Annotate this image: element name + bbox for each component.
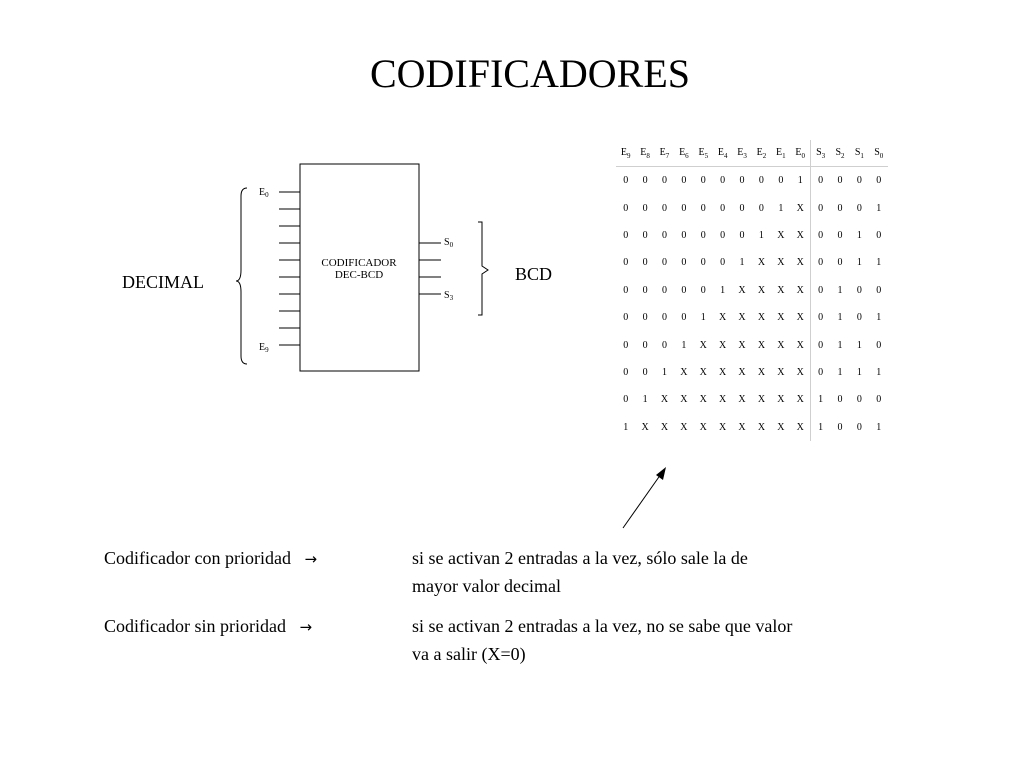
pointer-arrow-line xyxy=(623,474,661,528)
table-cell: 1 xyxy=(700,312,706,324)
table-cell: X xyxy=(738,284,746,296)
table-cell: 0 xyxy=(661,257,667,269)
table-cell: X xyxy=(796,394,804,406)
note-description-line: si se activan 2 entradas a la vez, no se sabe que valor xyxy=(412,616,793,636)
table-cell: 1 xyxy=(739,257,745,269)
table-cell: X xyxy=(796,339,804,351)
table-cell: 0 xyxy=(700,257,706,269)
table-cell: X xyxy=(777,421,785,433)
table-cell: 0 xyxy=(837,202,843,214)
header-e9: $E_9$ xyxy=(616,140,635,167)
table-row xyxy=(616,386,888,413)
table-cell: 0 xyxy=(623,202,629,214)
table-cell: 0 xyxy=(856,175,862,187)
table-cell: 1 xyxy=(758,229,764,241)
header-e1: $E_1$ xyxy=(771,140,790,167)
table-cell: X xyxy=(719,394,727,406)
table-cell: X xyxy=(796,229,804,241)
table-cell: 1 xyxy=(876,202,882,214)
pin-label-s0: $S_0$ xyxy=(444,237,454,249)
table-cell: 0 xyxy=(856,284,862,296)
table-cell: 0 xyxy=(856,312,862,324)
table-cell: 0 xyxy=(681,257,687,269)
table-cell: 0 xyxy=(642,366,648,378)
table-row xyxy=(616,167,888,195)
table-cell: 0 xyxy=(681,202,687,214)
table-cell: 0 xyxy=(856,421,862,433)
table-cell: 0 xyxy=(700,284,706,296)
table-cell: 1 xyxy=(837,339,843,351)
table-cell: 0 xyxy=(623,394,629,406)
bcd-label: BCD xyxy=(515,264,553,284)
table-cell: 1 xyxy=(642,394,648,406)
table-cell: 0 xyxy=(623,229,629,241)
table-cell: 0 xyxy=(810,277,830,304)
decimal-brace xyxy=(236,188,247,364)
truth-table-header-row xyxy=(616,140,888,167)
table-cell: X xyxy=(680,421,688,433)
table-cell: X xyxy=(757,421,766,433)
table-cell: X xyxy=(719,312,727,324)
table-cell: 0 xyxy=(642,229,648,241)
table-cell: 0 xyxy=(623,312,629,324)
table-cell: X xyxy=(699,339,707,351)
table-cell: 0 xyxy=(837,421,843,433)
table-cell: 1 xyxy=(810,386,830,413)
table-cell: X xyxy=(699,366,707,378)
table-row xyxy=(616,304,888,331)
table-cell: 0 xyxy=(810,331,830,358)
header-s2: $S_2$ xyxy=(830,140,849,167)
table-row xyxy=(616,249,888,276)
table-cell: X xyxy=(796,284,804,296)
header-s0: $S_0$ xyxy=(869,140,888,167)
table-cell: 1 xyxy=(856,366,862,378)
table-cell: 0 xyxy=(700,229,706,241)
decimal-label: DECIMAL xyxy=(122,272,204,292)
block-label-line2: DEC-BCD xyxy=(334,269,384,281)
table-cell: X xyxy=(777,229,785,241)
header-e5: $E_5$ xyxy=(694,140,713,167)
table-cell: X xyxy=(738,421,746,433)
table-row xyxy=(616,359,888,386)
table-cell: X xyxy=(777,394,785,406)
table-cell: X xyxy=(660,394,669,406)
table-cell: X xyxy=(796,421,804,433)
note-description-line: si se activan 2 entradas a la vez, sólo sale la de xyxy=(412,548,748,568)
table-cell: 1 xyxy=(720,284,726,296)
table-cell: 0 xyxy=(661,284,667,296)
table-cell: 0 xyxy=(810,249,830,276)
table-row xyxy=(616,331,888,358)
table-cell: 0 xyxy=(720,229,726,241)
table-cell: 0 xyxy=(623,366,629,378)
table-cell: 1 xyxy=(856,229,862,241)
table-cell: X xyxy=(719,421,727,433)
table-cell: 1 xyxy=(837,312,843,324)
table-cell: X xyxy=(777,257,785,269)
header-e3: $E_3$ xyxy=(732,140,751,167)
table-cell: X xyxy=(757,394,766,406)
table-row xyxy=(616,222,888,249)
table-cell: 0 xyxy=(661,175,667,187)
table-cell: X xyxy=(777,312,785,324)
table-cell: 1 xyxy=(876,366,882,378)
header-e2: $E_2$ xyxy=(752,140,771,167)
note-without-priority-label xyxy=(104,612,312,641)
table-cell: 0 xyxy=(700,202,706,214)
table-cell: 0 xyxy=(837,394,843,406)
note-without-priority-description xyxy=(412,612,912,668)
table-cell: 0 xyxy=(778,175,784,187)
pin-label-e9: $E_9$ xyxy=(259,342,269,354)
table-cell: X xyxy=(738,339,746,351)
table-cell: 1 xyxy=(837,284,843,296)
header-e8: $E_8$ xyxy=(635,140,654,167)
note-description-line: va a salir (X=0) xyxy=(412,644,526,664)
table-cell: 0 xyxy=(642,202,648,214)
table-cell: 0 xyxy=(720,257,726,269)
block-label-line1: CODIFICADOR xyxy=(321,257,397,269)
table-cell: X xyxy=(757,284,766,296)
table-cell: X xyxy=(777,366,785,378)
pin-label-s3: $S_3$ xyxy=(444,290,454,302)
table-cell: X xyxy=(777,284,785,296)
table-cell: 0 xyxy=(681,312,687,324)
table-cell: 1 xyxy=(856,339,862,351)
table-cell: X xyxy=(738,312,746,324)
table-cell: X xyxy=(757,366,766,378)
bcd-bracket xyxy=(478,222,488,315)
table-cell: 0 xyxy=(876,339,882,351)
table-cell: X xyxy=(699,421,707,433)
pointer-arrow-head xyxy=(656,467,666,480)
table-cell: 1 xyxy=(876,312,882,324)
table-cell: 0 xyxy=(720,202,726,214)
table-cell: 1 xyxy=(623,421,629,433)
page-title: CODIFICADORES xyxy=(369,51,691,96)
table-cell: 0 xyxy=(876,175,882,187)
table-cell: 0 xyxy=(856,394,862,406)
header-e6: $E_6$ xyxy=(674,140,693,167)
table-cell: 0 xyxy=(661,229,667,241)
table-cell: 0 xyxy=(720,175,726,187)
table-cell: 0 xyxy=(681,229,687,241)
table-cell: 0 xyxy=(837,175,843,187)
table-cell: X xyxy=(796,312,804,324)
table-cell: 0 xyxy=(837,257,843,269)
table-cell: 0 xyxy=(876,394,882,406)
note-with-priority-label xyxy=(104,544,317,573)
table-cell: 0 xyxy=(661,339,667,351)
table-cell: X xyxy=(777,339,785,351)
table-cell: 1 xyxy=(661,366,667,378)
table-cell: 0 xyxy=(642,339,648,351)
table-cell: 1 xyxy=(797,175,803,187)
table-cell: 1 xyxy=(778,202,784,214)
table-cell: 0 xyxy=(810,194,830,221)
table-cell: 0 xyxy=(700,175,706,187)
table-cell: 0 xyxy=(837,229,843,241)
table-cell: X xyxy=(699,394,707,406)
table-cell: X xyxy=(719,339,727,351)
table-cell: X xyxy=(738,366,746,378)
truth-table-body xyxy=(616,167,888,441)
table-cell: 0 xyxy=(661,312,667,324)
table-cell: 0 xyxy=(642,257,648,269)
table-cell: 0 xyxy=(739,229,745,241)
header-e0: $E_0$ xyxy=(791,140,811,167)
table-cell: X xyxy=(796,257,804,269)
table-cell: 0 xyxy=(739,202,745,214)
table-cell: X xyxy=(680,366,688,378)
table-cell: 1 xyxy=(810,414,830,441)
table-cell: X xyxy=(796,202,804,214)
table-cell: X xyxy=(757,312,766,324)
table-cell: 0 xyxy=(810,304,830,331)
truth-table xyxy=(616,140,888,441)
table-cell: 1 xyxy=(837,366,843,378)
header-e7: $E_7$ xyxy=(655,140,674,167)
table-row xyxy=(616,194,888,221)
table-cell: 0 xyxy=(623,339,629,351)
table-cell: 0 xyxy=(876,284,882,296)
table-cell: 1 xyxy=(876,421,882,433)
table-cell: 1 xyxy=(876,257,882,269)
table-cell: 0 xyxy=(876,229,882,241)
note-label-text: Codificador sin prioridad xyxy=(104,616,286,636)
table-cell: 0 xyxy=(623,284,629,296)
header-s1: $S_1$ xyxy=(850,140,869,167)
table-cell: 0 xyxy=(661,202,667,214)
table-cell: 0 xyxy=(810,222,830,249)
table-cell: X xyxy=(660,421,669,433)
table-cell: 1 xyxy=(681,339,687,351)
table-cell: 0 xyxy=(681,284,687,296)
table-cell: 0 xyxy=(810,167,830,195)
table-cell: X xyxy=(757,339,766,351)
table-cell: X xyxy=(757,257,766,269)
header-s3: $S_3$ xyxy=(810,140,830,167)
right-arrow-icon: → xyxy=(304,550,318,568)
table-cell: 0 xyxy=(642,312,648,324)
table-cell: 0 xyxy=(739,175,745,187)
note-label-text: Codificador con prioridad xyxy=(104,548,291,568)
table-cell: 0 xyxy=(642,175,648,187)
table-cell: 0 xyxy=(758,202,764,214)
table-cell: 0 xyxy=(810,359,830,386)
table-cell: X xyxy=(680,394,688,406)
right-arrow-icon: → xyxy=(299,618,313,636)
table-cell: X xyxy=(738,394,746,406)
note-with-priority-description xyxy=(412,544,912,600)
table-cell: 0 xyxy=(623,257,629,269)
pin-label-e0: $E_0$ xyxy=(259,187,269,199)
table-cell: 1 xyxy=(856,257,862,269)
table-cell: 0 xyxy=(758,175,764,187)
table-cell: 0 xyxy=(856,202,862,214)
table-cell: X xyxy=(719,366,727,378)
table-cell: 0 xyxy=(642,284,648,296)
header-e4: $E_4$ xyxy=(713,140,732,167)
table-cell: 0 xyxy=(623,175,629,187)
table-row xyxy=(616,414,888,441)
note-description-line: mayor valor decimal xyxy=(412,576,561,596)
table-cell: X xyxy=(796,366,804,378)
table-row xyxy=(616,277,888,304)
table-cell: 0 xyxy=(681,175,687,187)
table-cell: X xyxy=(641,421,649,433)
